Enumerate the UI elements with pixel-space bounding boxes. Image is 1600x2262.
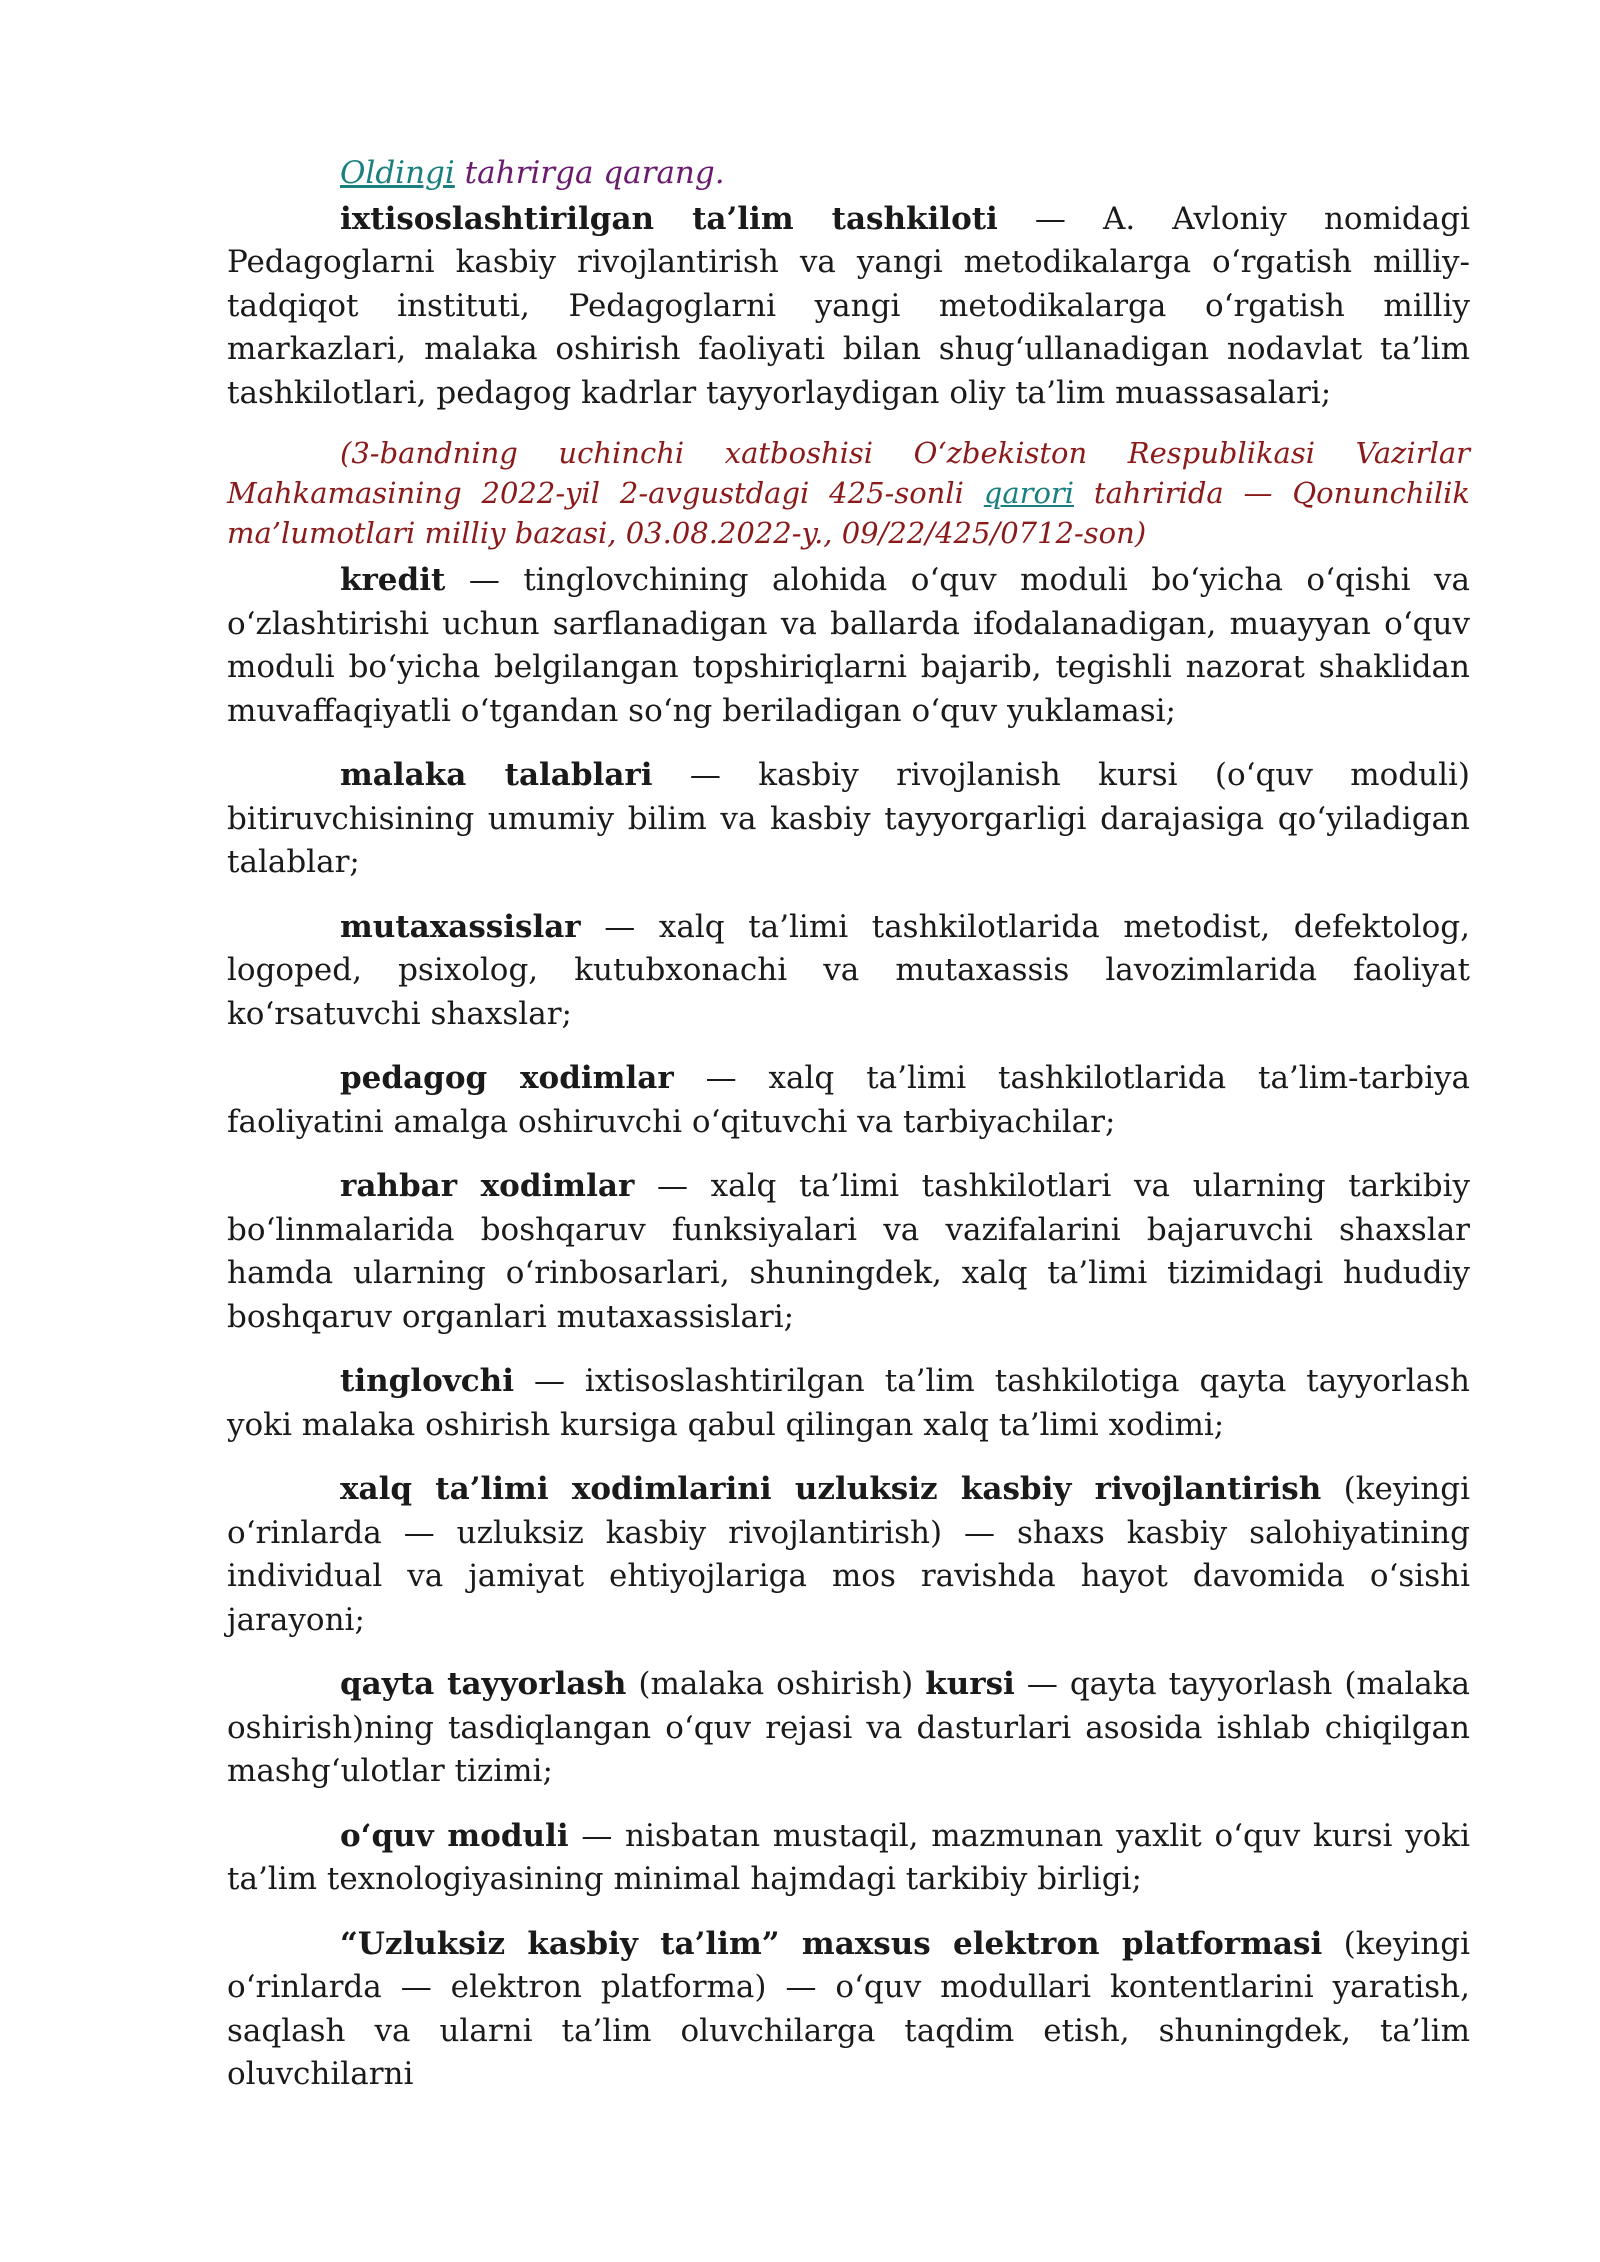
definition-credit xyxy=(227,559,1470,733)
definition-term-secondary: kursi xyxy=(925,1666,1015,1702)
definition-text: — xalq ta’limi tashkilotlarida metodist, defektolog, logoped, psixolog, kutubxonachi va mutaxassis lavozimlarida faoliyat ko‘rsatuvchi shaxslar; xyxy=(227,908,1470,1032)
definition-retraining-course xyxy=(227,1663,1470,1794)
definition-term: ixtisoslashtirilgan ta’lim tashkiloti xyxy=(340,200,998,237)
definition-text: — xalq ta’limi tashkilotlari va ularning tarkibiy bo‘linmalarida boshqaruv funksiyalari va vazifalarini bajaruvchi shaxslar hamda ularning o‘rinbosarlari, shuningdek, xalq ta’limi tizimidagi hududiy boshqaruv organlari mutaxassislari; xyxy=(227,1168,1470,1335)
definition-term: tinglovchi xyxy=(340,1363,514,1399)
definition-text: — A. Avloniy nomidagi Pedagoglarni kasbiy rivojlantirish va yangi metodikalarga o‘rgatish milliy-tadqiqot instituti, Pedagoglarni yangi metodikalarga o‘rgatish milliy markazlari, malaka oshirish faoliyati bilan shug‘ullanadigan nodavlat ta’lim tashkilotlari, pedagog kadrlar tayyorlaydigan oliy ta’lim muassasalari; xyxy=(227,200,1470,411)
definition-text: — tinglovchining alohida o‘quv moduli bo‘yicha o‘qishi va o‘zlashtirishi uchun sarflanadigan va ballarda ifodalanadigan, muayyan o‘quv moduli bo‘yicha belgilangan topshiriqlarni bajarib, tegishli nazorat shaklidan muvaffaqiyatli o‘tgandan so‘ng beriladigan o‘quv yuklamasi; xyxy=(227,562,1470,729)
definition-text: — qayta tayyorlash (malaka oshirish)ning tasdiqlangan o‘quv rejasi va dasturlari asosida ishlab chiqilgan mashg‘ulotlar tizimi; xyxy=(227,1666,1470,1789)
definition-term: xalq ta’limi xodimlarini uzluksiz kasbiy rivojlantirish xyxy=(340,1471,1322,1507)
amendment-note xyxy=(227,433,1470,553)
definition-specialized-education-organization xyxy=(227,198,1470,416)
definition-term: pedagog xodimlar xyxy=(340,1060,674,1096)
definition-electronic-platform xyxy=(227,1923,1470,2097)
definition-training-module xyxy=(227,1815,1470,1902)
definition-term: malaka talablari xyxy=(340,757,653,793)
definition-listener xyxy=(227,1360,1470,1447)
amendment-note-text: (3-bandning uchinchi xatboshisi O‘zbekiston Respublikasi Vazirlar Mahkamasining 2022-yil 2-avgustdagi 425-sonli xyxy=(227,436,1470,510)
amendment-note-source: tahririda — Qonunchilik ma’lumotlari milliy bazasi, 03.08.2022-y., 09/22/425/0712-son) xyxy=(227,476,1470,550)
definition-term: kredit xyxy=(340,562,446,598)
resolution-link[interactable]: qarori xyxy=(983,476,1075,510)
definition-text: (keyingi o‘rinlarda — uzluksiz kasbiy rivojlantirish) — shaxs kasbiy salohiyatining individual va jamiyat ehtiyojlariga mos ravishda hayot davomida o‘sishi jarayoni; xyxy=(227,1471,1471,1638)
definition-text: (keyingi o‘rinlarda — elektron platforma) — o‘quv modullari kontentlarini yaratish, saqlash va ularni ta’lim oluvchilarga taqdim etish, shuningdek, ta’lim oluvchilarni xyxy=(227,1925,1470,2092)
definition-text: — ixtisoslashtirilgan ta’lim tashkilotiga qayta tayyorlash yoki malaka oshirish kursiga qabul qilingan xalq ta’limi xodimi; xyxy=(227,1363,1470,1443)
definition-qualification-requirements xyxy=(227,754,1470,885)
definition-text: (malaka oshirish) xyxy=(626,1666,926,1702)
definition-term: mutaxassislar xyxy=(340,908,581,945)
definition-term: rahbar xodimlar xyxy=(340,1168,635,1204)
definition-continuous-professional-development xyxy=(227,1468,1470,1642)
previous-edition-text: tahrirga qarang. xyxy=(454,155,725,191)
document-page xyxy=(227,152,1470,2118)
definition-term: o‘quv moduli xyxy=(340,1817,569,1854)
definition-text: — nisbatan mustaqil, mazmunan yaxlit o‘quv kursi yoki ta’lim texnologiyasining minimal hajmdagi tarkibiy birligi; xyxy=(227,1817,1470,1897)
previous-edition-note xyxy=(227,152,1470,196)
definition-text: — kasbiy rivojlanish kursi (o‘quv moduli) bitiruvchisining umumiy bilim va kasbiy tayyorgarligi darajasiga qo‘yiladigan talablar; xyxy=(227,757,1470,880)
definition-term: “Uzluksiz kasbiy ta’lim” maxsus elektron platformasi xyxy=(340,1925,1323,1962)
definition-term: qayta tayyorlash xyxy=(340,1666,627,1702)
definition-management-staff xyxy=(227,1165,1470,1339)
definition-specialists xyxy=(227,906,1470,1037)
previous-edition-link[interactable]: Oldingi xyxy=(340,155,455,191)
definition-pedagogical-staff xyxy=(227,1057,1470,1144)
definition-text: — xalq ta’limi tashkilotlarida ta’lim-tarbiya faoliyatini amalga oshiruvchi o‘qituvchi va tarbiyachilar; xyxy=(227,1060,1470,1140)
